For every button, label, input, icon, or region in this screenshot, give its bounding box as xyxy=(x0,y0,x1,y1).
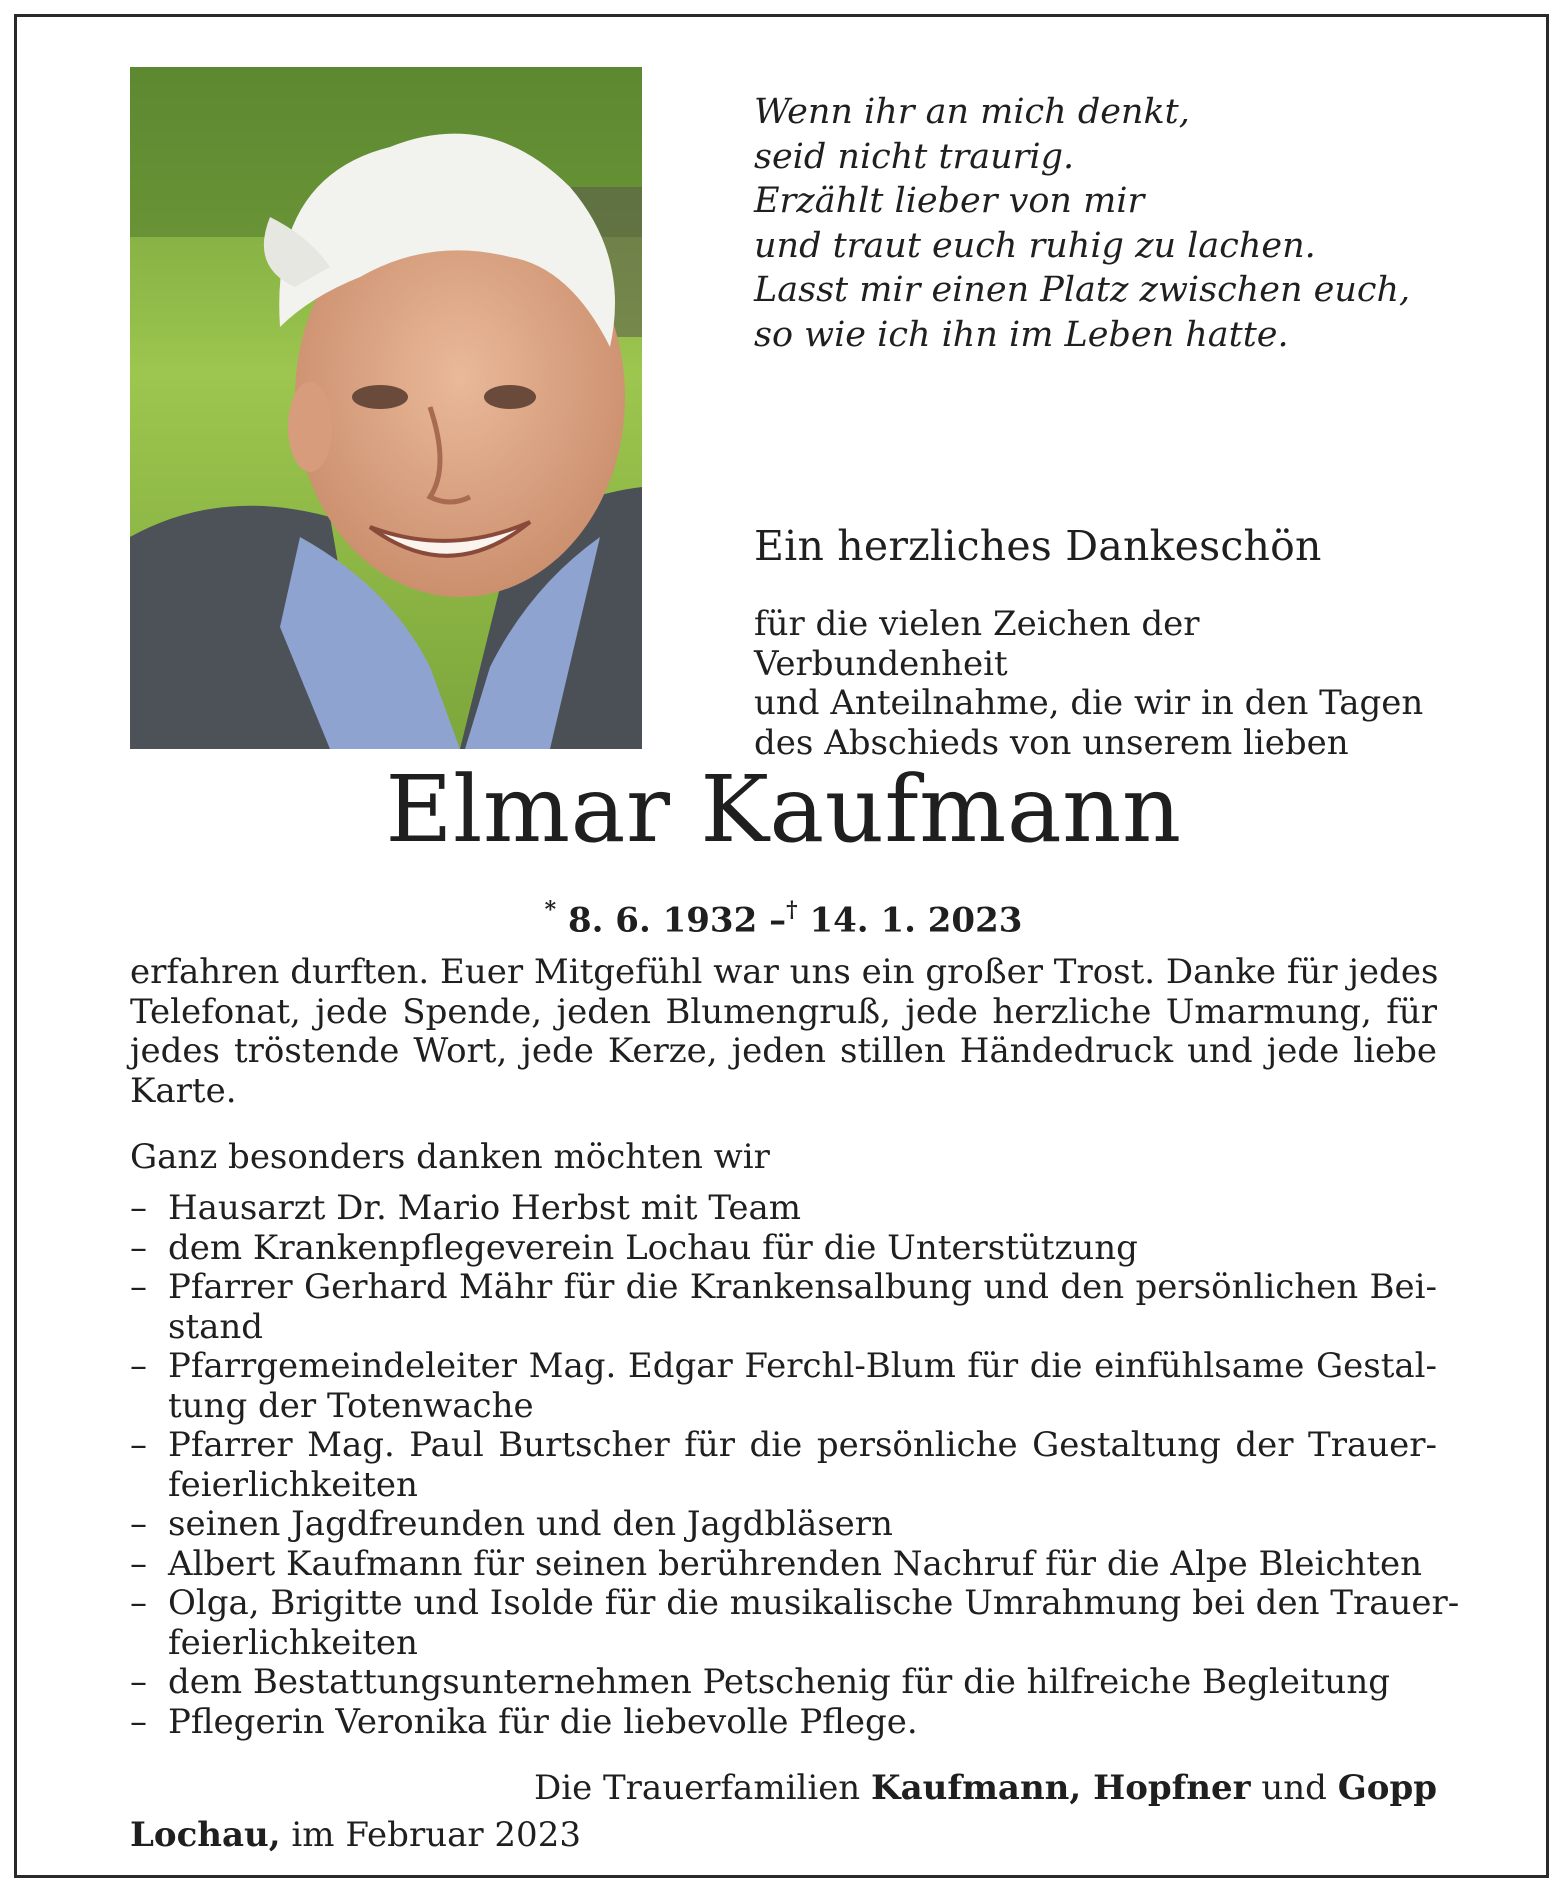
list-lead: Ganz besonders danken möchten wir xyxy=(130,1137,770,1177)
list-dash: – xyxy=(130,1227,147,1268)
list-dash: – xyxy=(130,1504,147,1544)
thanks-paragraph xyxy=(130,953,1437,1111)
list-dash: – xyxy=(130,1346,147,1386)
signature-last-family: Gopp xyxy=(1337,1768,1437,1808)
poem-line: Erzählt lieber von mir xyxy=(754,181,1145,221)
poem-line: Lasst mir einen Platz zwischen euch, xyxy=(754,270,1411,310)
list-item-text: seinen Jagdfreunden und den Jagdbläsern xyxy=(168,1504,893,1544)
list-item-text: Pflegerin Veronika für die liebevolle Pflege. xyxy=(168,1701,918,1742)
list-item-continuation: feierlichkeiten xyxy=(168,1622,418,1663)
thanks-list-item xyxy=(130,1268,1437,1347)
list-item-text: dem Bestattungsunternehmen Petschenig für die hilfreiche Begleitung xyxy=(168,1662,1390,1702)
paragraph-line: Karte. xyxy=(130,1070,237,1111)
poem-line: Wenn ihr an mich denkt, xyxy=(754,92,1190,132)
intro-line: für die vielen Zeichen der Verbundenheit xyxy=(754,604,1200,684)
list-item-text: Pfarrgemeindeleiter Mag. Edgar Ferchl-Blum für die einfühlsame Gestal- xyxy=(168,1346,1437,1386)
poem-line: so wie ich ihn im Leben hatte. xyxy=(754,314,1289,355)
signature xyxy=(534,1768,1437,1808)
list-dash: – xyxy=(130,1188,147,1228)
portrait-illustration xyxy=(130,67,642,749)
portrait-photo xyxy=(130,67,642,749)
death-symbol: † xyxy=(786,897,798,923)
thanks-list-item xyxy=(130,1229,1437,1269)
list-item-text: Albert Kaufmann für seinen berührenden Nachruf für die Alpe Bleichten xyxy=(168,1543,1423,1584)
list-dash: – xyxy=(130,1543,147,1584)
birth-date: 8. 6. 1932 xyxy=(567,900,758,941)
list-item-text: Pfarrer Gerhard Mähr für die Krankensalbung und den persönlichen Bei- xyxy=(168,1267,1437,1307)
thanks-list-item xyxy=(130,1545,1437,1585)
thanks-list-item xyxy=(130,1426,1437,1505)
signature-families: Kaufmann, Hopfner xyxy=(871,1768,1251,1808)
thanks-list-item xyxy=(130,1703,1437,1743)
list-item-continuation: stand xyxy=(168,1306,264,1347)
list-dash: – xyxy=(130,1701,147,1742)
list-dash: – xyxy=(130,1583,147,1623)
poem-line: und traut euch ruhig zu lachen. xyxy=(754,225,1316,266)
thanks-list-item xyxy=(130,1583,1460,1663)
list-dash: – xyxy=(130,1662,147,1702)
poem xyxy=(754,90,1454,357)
thanks-heading: Ein herzliches Dankeschön xyxy=(754,522,1322,570)
thanks-list-item xyxy=(130,1347,1437,1426)
birth-symbol: * xyxy=(544,897,557,923)
list-item-text: Hausarzt Dr. Mario Herbst mit Team xyxy=(168,1188,802,1228)
list-item-continuation: feierlichkeiten xyxy=(168,1464,418,1505)
thanks-list xyxy=(130,1188,1460,1742)
thanks-list-item xyxy=(130,1663,1437,1703)
list-item-text: Olga, Brigitte und Isolde für die musikalische Umrahmung bei den Trauer- xyxy=(168,1583,1460,1623)
place-date-text: im Februar 2023 xyxy=(291,1815,581,1855)
list-dash: – xyxy=(130,1267,147,1307)
death-date: 14. 1. 2023 xyxy=(809,900,1023,941)
signature-prefix: Die Trauerfamilien xyxy=(533,1768,861,1808)
intro-text xyxy=(754,605,1454,763)
poem-line: seid nicht traurig. xyxy=(754,136,1075,177)
intro-line: und Anteilnahme, die wir in den Tagen xyxy=(754,683,1424,723)
place-town: Lochau, xyxy=(130,1815,281,1855)
list-item-text: Pfarrer Mag. Paul Burtscher für die persönliche Gestaltung der Trauer- xyxy=(168,1425,1437,1465)
paragraph-line: jedes tröstende Wort, jede Kerze, jeden stillen Händedruck und jede liebe xyxy=(130,1031,1437,1071)
intro-line: des Abschieds von unserem lieben xyxy=(754,722,1349,763)
life-dates xyxy=(0,899,1567,940)
signature-conj: und xyxy=(1261,1768,1327,1808)
list-item-text: dem Krankenpflegeverein Lochau für die Unterstützung xyxy=(168,1227,1138,1268)
list-dash: – xyxy=(130,1425,147,1465)
paragraph-line: erfahren durften. Euer Mitgefühl war uns ein großer Trost. Danke für jedes xyxy=(130,952,1439,992)
deceased-name: Elmar Kaufmann xyxy=(385,756,1182,863)
paragraph-line: Telefonat, jede Spende, jeden Blumengruß, jede herzliche Umarmung, für xyxy=(130,991,1437,1032)
place-date xyxy=(130,1815,581,1855)
date-separator: – xyxy=(769,900,787,941)
list-item-continuation: tung der Totenwache xyxy=(168,1385,534,1426)
thanks-list-item xyxy=(130,1189,1437,1229)
thanks-list-item xyxy=(130,1505,1437,1545)
